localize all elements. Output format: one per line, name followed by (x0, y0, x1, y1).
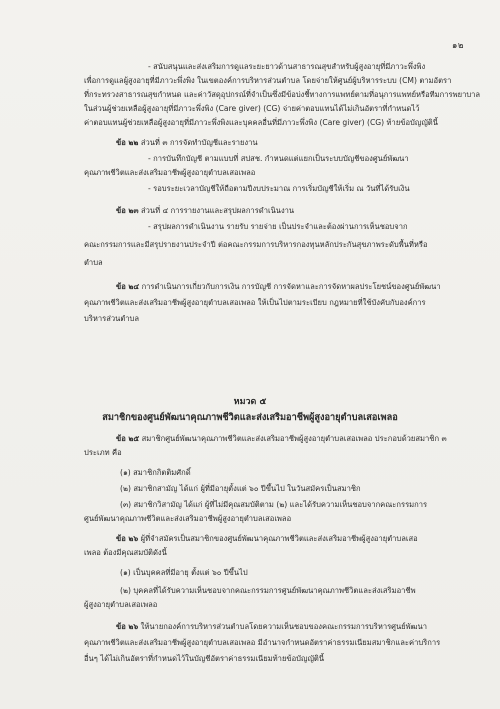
body-line: คุณภาพชีวิตและส่งเสริมอาชีพผู้สูงอายุตำบลเสอเพลอ มีอำนาจกำหนดอัตราค่าธรรมเนียมสมาชิกและค่าบริการ (84, 638, 441, 647)
clause-22-heading (116, 136, 258, 150)
list-item: (๒) สมาชิกสามัญ ได้แก่ ผู้ที่มีอายุตั้งแต่ ๖๐ ปีขึ้นไป ในวันสมัครเป็นสมาชิก (120, 484, 361, 493)
body-line: ที่กระทรวงสาธารณสุขกำหนด และค่าวัสดุอุปกรณ์ที่จำเป็นซึ่งมีข้อบ่งชี้ทางการแพทย์ตามที่อนุการแพทย์หรือทีมการพยาบาล (84, 90, 481, 99)
clause-label: ข้อ ๒๖ (116, 622, 139, 631)
clause-label: ข้อ ๒๖ (116, 534, 139, 543)
body-line: - สนับสนุนและส่งเสริมการดูแลระยะยาวด้านสาธารณสุขสำหรับผู้สูงอายุที่มีภาวะพึ่งพิง (148, 62, 426, 71)
body-line: เพลอ ต้องมีคุณสมบัติดังนี้ (84, 548, 167, 557)
list-item: (๒) บุคคลที่ได้รับความเห็นชอบจากคณะกรรมการศูนย์พัฒนาคุณภาพชีวิตและส่งเสริมอาชีพ (120, 586, 416, 595)
body-line: อื่นๆ ได้ไม่เกินอัตราที่กำหนดไว้ในบัญชีอัตราค่าธรรมเนียมท้ายข้อบัญญัตินี้ (84, 654, 325, 663)
list-item: (๑) สมาชิกกิตติมศักดิ์ (120, 468, 191, 477)
clause-24-line (116, 280, 441, 294)
clause-label: ข้อ ๒๒ (116, 138, 139, 147)
body-line: ค่าตอบแทนผู้ช่วยเหลือผู้สูงอายุที่มีภาวะพึ่งพิงและบุคคลอื่นที่มีภาวะพึ่งพิง (Care giver) (CG) ท้ายข้อบัญญัตินี้ (84, 118, 438, 127)
list-item: - สรุปผลการดำเนินงาน รายรับ รายจ่าย เป็นประจำและต้องผ่านการเห็นชอบจาก (148, 222, 408, 231)
clause-25-line (116, 432, 447, 446)
page-number: ๑๒ (452, 41, 464, 51)
list-item: - การบันทึกบัญชี ตามแบบที่ สปสช. กำหนดแต่แยกเป็นระบบบัญชีของศูนย์พัฒนา (148, 154, 409, 163)
clause-27-line (116, 620, 427, 634)
list-item: ผู้สูงอายุตำบลเสอเพลอ (84, 600, 158, 609)
chapter-number: หมวด ๕ (233, 397, 267, 407)
body-line: ประเภท คือ (84, 448, 122, 457)
list-item: ตำบล (84, 258, 103, 267)
list-item: คุณภาพชีวิตและส่งเสริมอาชีพผู้สูงอายุตำบลเสอเพลอ (84, 168, 256, 177)
body-line: ในส่วนผู้ช่วยเหลือผู้สูงอายุที่มีภาวะพึ่งพิง (Care giver) (CG) จ่ายค่าตอบแทนได้ไม่เกินอัตราที่กำหนดไว้ (84, 104, 420, 113)
list-item: คณะกรรมการและมีสรุปรายงานประจำปี ต่อคณะกรรมการบริหารกองทุนหลักประกันสุขภาพระดับพื้นที่หรือ (84, 240, 428, 249)
list-item: (๑) เป็นบุคคลที่มีอายุ ตั้งแต่ ๖๐ ปีขึ้นไป (120, 568, 248, 577)
clause-text: ให้นายกองค์การบริหารส่วนตำบลโดยความเห็นชอบของคณะกรรมการบริหารศูนย์พัฒนา (138, 622, 427, 631)
clause-label: ข้อ ๒๓ (116, 206, 139, 215)
body-line: คุณภาพชีวิตและส่งเสริมอาชีพผู้สูงอายุตำบลเสอเพลอ ให้เป็นไปตามระเบียบ กฎหมายที่ใช้บังคับกับองค์การ (84, 298, 426, 307)
clause-label: ข้อ ๒๕ (116, 434, 140, 443)
body-line: บริหารส่วนตำบล (84, 314, 140, 323)
list-item: ศูนย์พัฒนาคุณภาพชีวิตและส่งเสริมอาชีพผู้สูงอายุตำบลเสอเพลอ (84, 514, 292, 523)
chapter-title: สมาชิกของศูนย์พัฒนาคุณภาพชีวิตและส่งเสริมอาชีพผู้สูงอายุตำบลเสอเพลอ (102, 412, 398, 423)
clause-text: ผู้ที่จำสมัครเป็นสมาชิกของศูนย์พัฒนาคุณภาพชีวิตและส่งเสริมอาชีพผู้สูงอายุตำบลเสอ (138, 534, 418, 543)
list-item: - รอบระยะเวลาบัญชีให้ถือตามปีงบประมาณ การเริ่มบัญชีให้เริ่ม ณ วันที่ได้รับเงิน (148, 184, 410, 193)
clause-text: ส่วนที่ ๓ การจัดทำบัญชีและรายงาน (138, 138, 258, 147)
body-line: เพื่อการดูแลผู้สูงอายุที่มีภาวะพึ่งพิง ในเขตองค์การบริหารส่วนตำบล โดยจ่ายให้ศูนย์ผู้บริหารระบบ (CM) ตามอัตรา (84, 76, 452, 85)
clause-text: สมาชิกศูนย์พัฒนาคุณภาพชีวิตและส่งเสริมอาชีพผู้สูงอายุตำบลเสอเพลอ ประกอบด้วยสมาชิก ๓ (139, 434, 447, 443)
clause-text: ส่วนที่ ๔ การรายงานและสรุปผลการดำเนินงาน (138, 206, 295, 215)
list-item: (๓) สมาชิกวิสามัญ ได้แก่ ผู้ที่ไม่มีคุณสมบัติตาม (๒) และได้รับความเห็นชอบจากคณะกรรมการ (120, 500, 428, 509)
clause-text: การดำเนินการเกี่ยวกับการเงิน การบัญชี การจัดหาและการจัดหาผลประโยชน์ของศูนย์พัฒนา (139, 282, 441, 291)
clause-23-heading (116, 204, 294, 218)
clause-label: ข้อ ๒๔ (116, 282, 140, 291)
clause-26-line (116, 532, 418, 546)
